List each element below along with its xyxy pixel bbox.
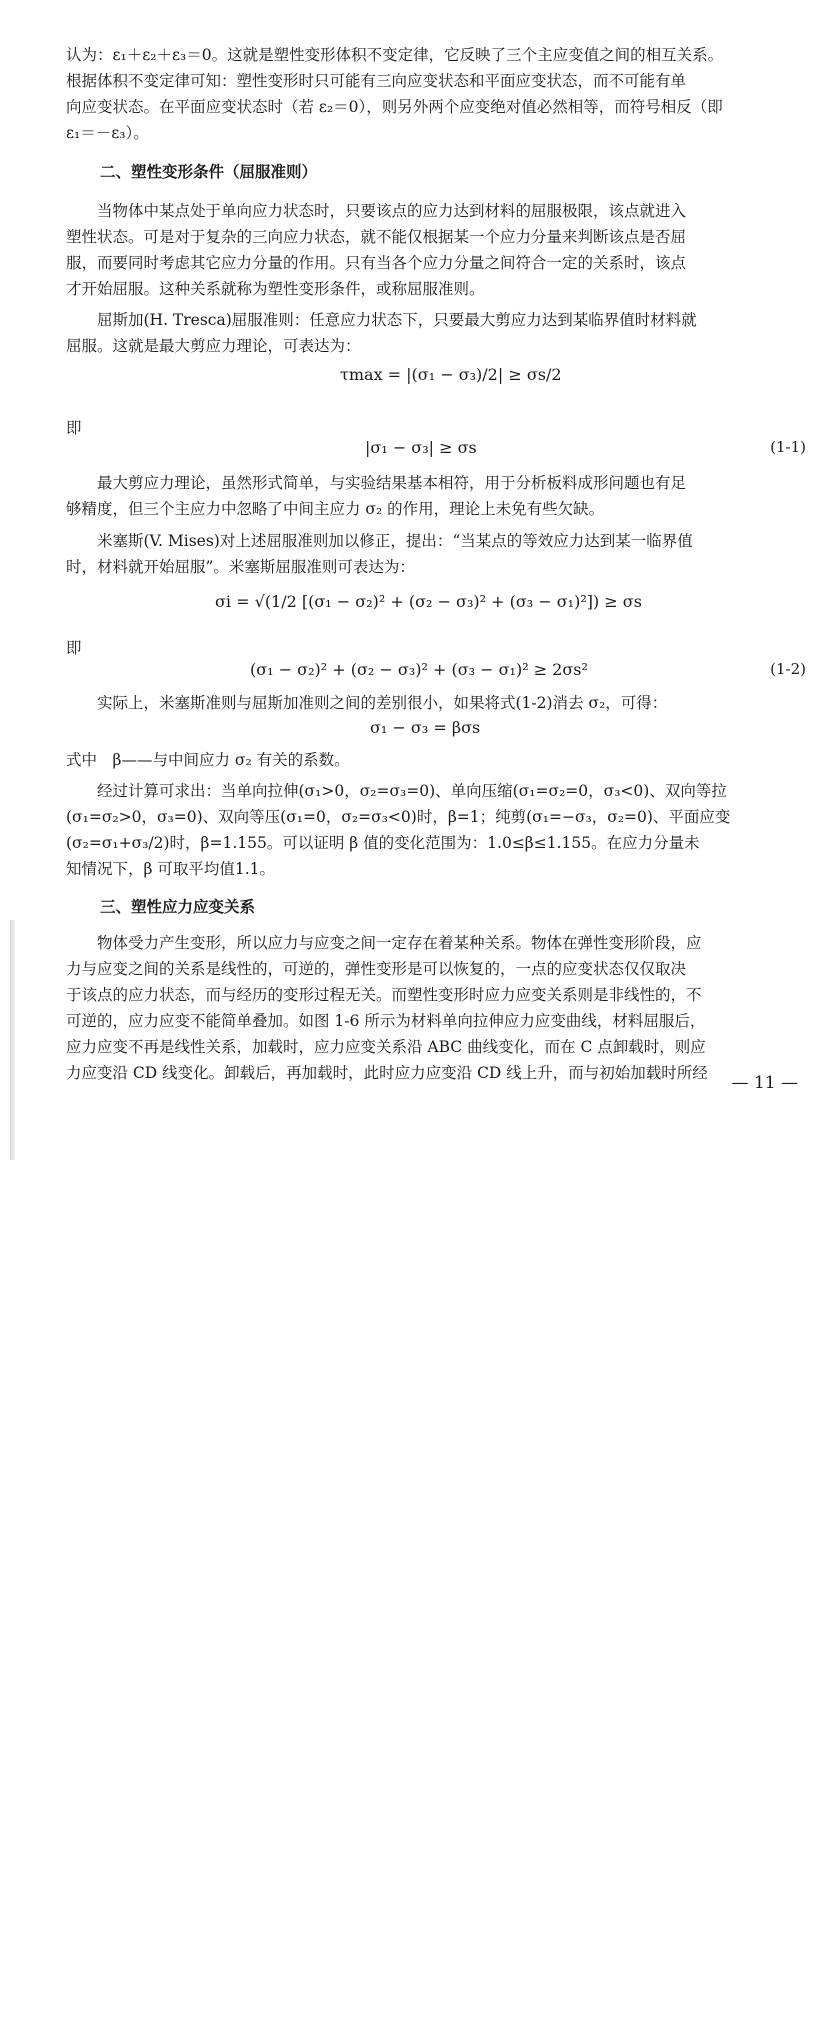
- text-line: 塑性状态。可是对于复杂的三向应力状态，就不能仅根据某一个应力分量来判断该点是否屈: [66, 228, 687, 246]
- text-line: 力应变沿 CD 线变化。卸载后，再加载时，此时应力应变沿 CD 线上升，而与初始加载时所经: [66, 1064, 708, 1082]
- section3-paragraph-1: [66, 930, 806, 1086]
- section2-paragraph-5: [66, 690, 806, 716]
- text-line: 屈服。这就是最大剪应力理论，可表达为：: [66, 337, 361, 355]
- label-ji: 即: [66, 419, 82, 437]
- section3-heading: 三、塑性应力应变关系: [100, 898, 256, 916]
- text-line: ε₁＝－ε₃）。: [66, 124, 149, 142]
- section1-tail: [66, 42, 806, 146]
- equation-beta: σ₁ − σ₃ = βσs: [370, 718, 481, 737]
- text-line: 够精度，但三个主应力中忽略了中间主应力 σ₂ 的作用，理论上未免有些欠缺。: [66, 500, 605, 518]
- text-line: (σ₁=σ₂>0，σ₃=0)、双向等压(σ₁=0，σ₂=σ₃<0)时，β=1；纯剪(σ₁=−σ₃，σ₂=0)、平面应变: [66, 808, 731, 826]
- text-line: 认为：ε₁＋ε₂＋ε₃＝0。这就是塑性变形体积不变定律，它反映了三个主应变值之间的相互关系。: [66, 46, 724, 64]
- equation-tresca: τmax = |(σ₁ − σ₃)/2| ≥ σs/2: [340, 365, 562, 384]
- section2-paragraph-3: [66, 470, 806, 522]
- equation-1-1: |σ₁ − σ₃| ≥ σs: [365, 438, 477, 457]
- text-line: 物体受力产生变形，所以应力与应变之间一定存在着某种关系。物体在弹性变形阶段，应: [97, 934, 702, 952]
- text-line: 当物体中某点处于单向应力状态时，只要该点的应力达到材料的屈服极限，该点就进入: [97, 202, 687, 220]
- section2-paragraph-2: [66, 307, 806, 359]
- text-line: 应力应变不再是线性关系，加载时，应力应变关系沿 ABC 曲线变化，而在 C 点卸载时，则应: [66, 1038, 706, 1056]
- text-line: 经过计算可求出：当单向拉伸(σ₁>0，σ₂=σ₃=0)、单向压缩(σ₁=σ₂=0，σ₃<0)、双向等拉: [97, 782, 727, 800]
- text-line: 米塞斯(V. Mises)对上述屈服准则加以修正，提出：“当某点的等效应力达到某一临界值: [97, 532, 693, 550]
- text-line: 实际上，米塞斯准则与屈斯加准则之间的差别很小，如果将式(1-2)消去 σ₂，可得：: [97, 694, 668, 712]
- text-line: 服，而要同时考虑其它应力分量的作用。只有当各个应力分量之间符合一定的关系时，该点: [66, 254, 687, 272]
- equation-1-2: (σ₁ − σ₂)² + (σ₂ − σ₃)² + (σ₃ − σ₁)² ≥ 2σs²: [250, 660, 588, 679]
- section2-paragraph-1: [66, 198, 806, 302]
- scan-edge-shadow: [10, 920, 15, 1160]
- label-ji: 即: [66, 639, 82, 657]
- equation-mises: σi = √(1/2 [(σ₁ − σ₂)² + (σ₂ − σ₃)² + (σ₃ − σ₁)²]) ≥ σs: [215, 592, 642, 611]
- where-clause: 式中 β——与中间应力 σ₂ 有关的系数。: [66, 751, 350, 769]
- text-line: 向应变状态。在平面应变状态时（若 ε₂＝0），则另外两个应变绝对值必然相等，而符号相反（即: [66, 98, 723, 116]
- section2-heading: 二、塑性变形条件（屈服准则）: [100, 163, 318, 181]
- equation-number-1-2: (1-2): [770, 660, 806, 678]
- section2-paragraph-4: [66, 528, 806, 580]
- text-line: 知情况下，β 可取平均值1.1。: [66, 860, 276, 878]
- text-line: (σ₂=σ₁+σ₃/2)时，β=1.155。可以证明 β 值的变化范围为：1.0≤β≤1.155。在应力分量未: [66, 834, 700, 852]
- section2-paragraph-6: [66, 778, 806, 882]
- text-line: 时，材料就开始屈服”。米塞斯屈服准则可表达为：: [66, 558, 415, 576]
- page-number: — 11 —: [731, 1073, 798, 1093]
- text-line: 可逆的，应力应变不能简单叠加。如图 1-6 所示为材料单向拉伸应力应变曲线，材料屈服后，: [66, 1012, 706, 1030]
- text-line: 力与应变之间的关系是线性的，可逆的，弹性变形是可以恢复的，一点的应变状态仅仅取决: [66, 960, 687, 978]
- equation-number-1-1: (1-1): [770, 438, 806, 456]
- text-line: 于该点的应力状态，而与经历的变形过程无关。而塑性变形时应力应变关系则是非线性的，不: [66, 986, 702, 1004]
- text-line: 最大剪应力理论，虽然形式简单，与实验结果基本相符，用于分析板料成形问题也有足: [97, 474, 687, 492]
- text-line: 才开始屈服。这种关系就称为塑性变形条件，或称屈服准则。: [66, 280, 485, 298]
- text-line: 屈斯加(H. Tresca)屈服准则：任意应力状态下，只要最大剪应力达到某临界值时材料就: [97, 311, 697, 329]
- text-line: 根据体积不变定律可知：塑性变形时只可能有三向应变状态和平面应变状态，而不可能有单: [66, 72, 687, 90]
